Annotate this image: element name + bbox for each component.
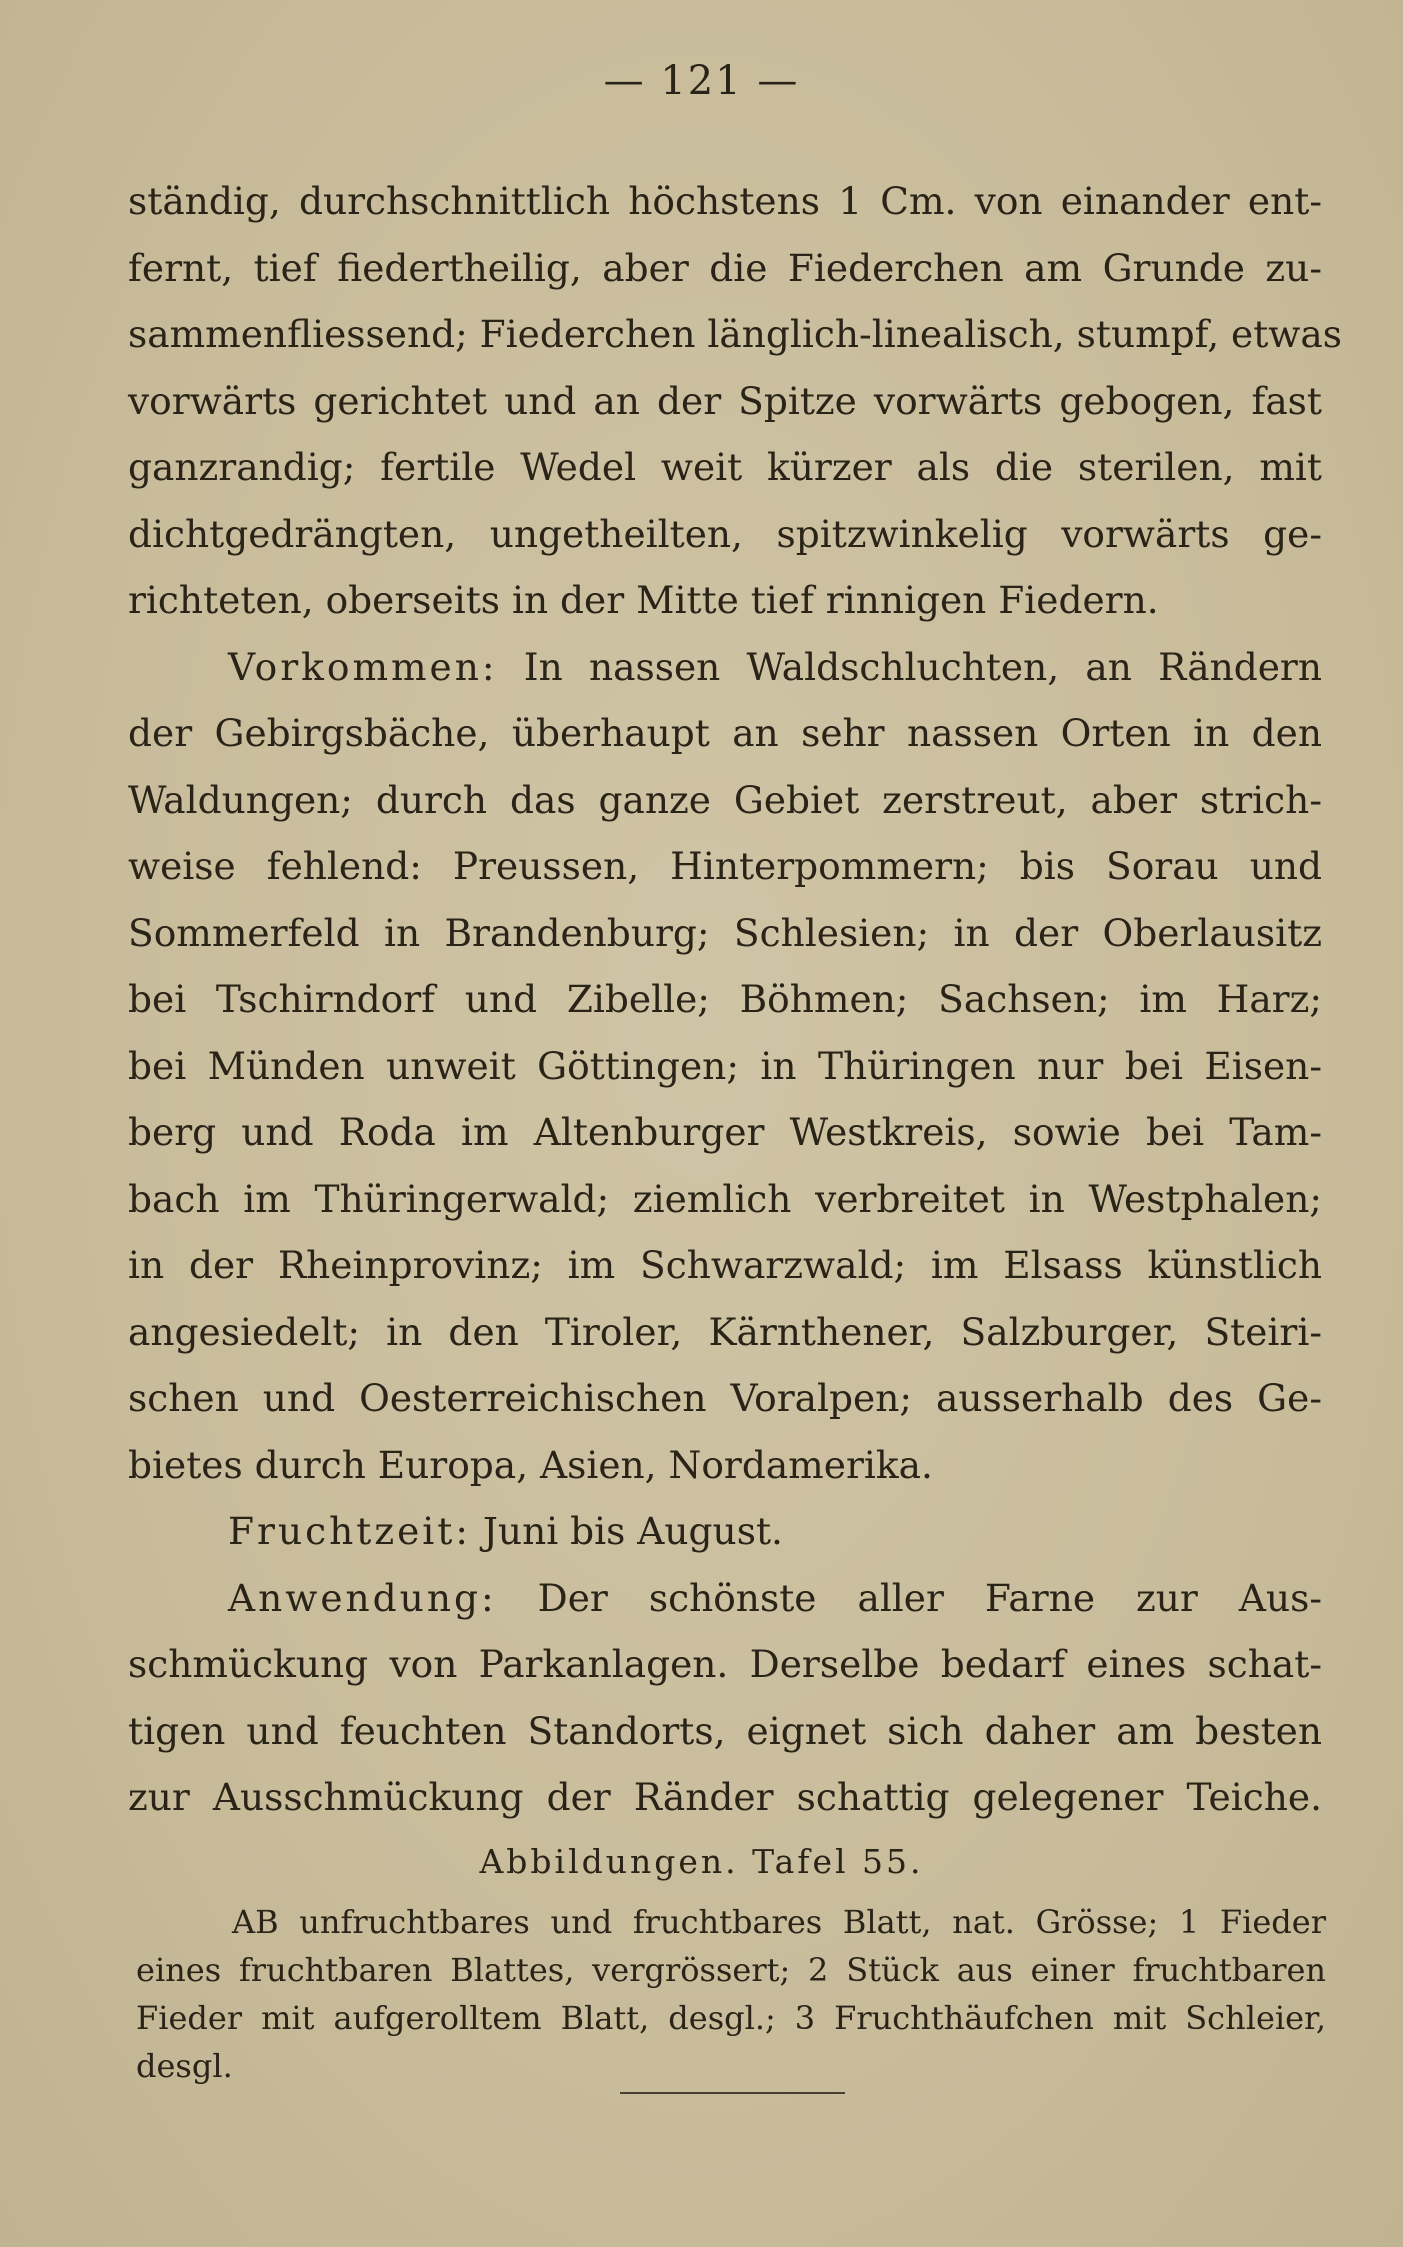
text-line: weise fehlend: Preussen, Hinterpommern; bis Sorau und	[128, 844, 1322, 888]
text-line: zur Ausschmückung der Ränder schattig gelegener Teiche.	[128, 1775, 1322, 1819]
anwendung-first-line	[128, 1565, 1322, 1632]
text-line: tigen und feuchten Standorts, eignet sich daher am besten	[128, 1708, 1322, 1753]
vorkommen-label: Vorkommen:	[228, 644, 498, 689]
text-line: sammenfliessend; Fiederchen länglich-linealisch, stumpf, etwas	[128, 312, 1343, 356]
text-line: Waldungen; durch das ganze Gebiet zerstreut, aber strich-	[128, 777, 1322, 822]
text-line: bach im Thüringerwald; ziemlich verbreitet in Westphalen;	[128, 1176, 1322, 1221]
caption-line: Fieder mit aufgerolltem Blatt, desgl.; 3 Fruchthäufchen mit Schleier,	[136, 1999, 1326, 2037]
text-line: fernt, tief fiedertheilig, aber die Fiederchen am Grunde zu-	[128, 245, 1322, 290]
text-line: schmückung von Parkanlagen. Derselbe bedarf eines schat-	[128, 1642, 1322, 1686]
caption-line: eines fruchtbaren Blattes, vergrössert; 2 Stück aus einer fruchtbaren	[136, 1951, 1326, 1989]
vorkommen-text: In nassen Waldschluchten, an Rändern	[523, 644, 1322, 689]
fruchtzeit-label: Fruchtzeit:	[228, 1509, 471, 1553]
vorkommen-first-line	[128, 634, 1322, 701]
text-line: angesiedelt; in den Tiroler, Kärnthener, Salzburger, Steiri-	[128, 1309, 1322, 1354]
text-line: in der Rheinprovinz; im Schwarzwald; im Elsass künstlich	[128, 1243, 1322, 1287]
figures-title: Abbildungen. Tafel 55.	[479, 1842, 924, 1881]
text-line: vorwärts gerichtet und an der Spitze vorwärts gebogen, fast	[128, 378, 1322, 423]
text-line: bei Tschirndorf und Zibelle; Böhmen; Sachsen; im Harz;	[128, 977, 1322, 1021]
text-line: Sommerfeld in Brandenburg; Schlesien; in der Oberlausitz	[128, 910, 1322, 955]
text-line: schen und Oesterreichischen Voralpen; ausserhalb des Ge-	[128, 1376, 1322, 1420]
anwendung-label: Anwendung:	[228, 1575, 497, 1620]
text-line: ständig, durchschnittlich höchstens 1 Cm. von einander ent-	[128, 179, 1322, 223]
closing-rule	[620, 2092, 845, 2094]
fruchtzeit-line	[128, 1498, 1322, 1565]
figure-caption	[136, 1898, 1326, 2090]
text-line: berg und Roda im Altenburger Westkreis, sowie bei Tam-	[128, 1110, 1322, 1154]
caption-line: desgl.	[136, 2047, 233, 2085]
main-text	[128, 168, 1343, 1831]
text-line: dichtgedrängten, ungetheilten, spitzwinkelig vorwärts ge-	[128, 511, 1322, 556]
caption-line: AB unfruchtbares und fruchtbares Blatt, nat. Grösse; 1 Fieder	[232, 1903, 1326, 1941]
text-line: bietes durch Europa, Asien, Nordamerika.	[128, 1442, 933, 1487]
page-number: — 121 —	[603, 58, 800, 104]
anwendung-text: Der schönste aller Farne zur Aus-	[537, 1575, 1323, 1620]
text-line: der Gebirgsbäche, überhaupt an sehr nassen Orten in den	[128, 711, 1322, 755]
text-line: ganzrandig; fertile Wedel weit kürzer als die sterilen, mit	[128, 445, 1322, 489]
text-line: bei Münden unweit Göttingen; in Thüringen nur bei Eisen-	[128, 1043, 1322, 1088]
fruchtzeit-text: Juni bis August.	[482, 1509, 783, 1553]
text-line: richteten, oberseits in der Mitte tief rinnigen Fiedern.	[128, 578, 1159, 622]
